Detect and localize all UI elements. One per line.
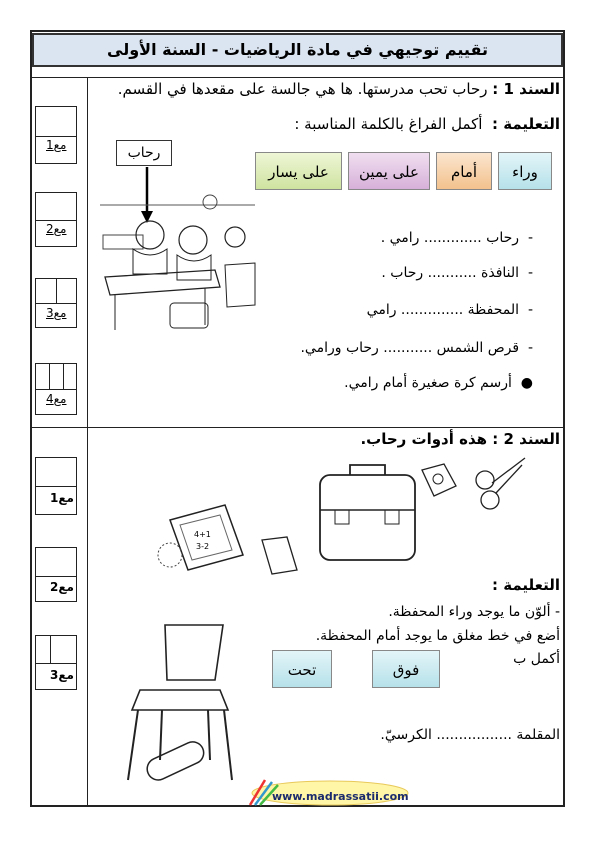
rami-body	[177, 255, 211, 280]
word-choice: فوق	[372, 650, 440, 688]
word-choice: وراء	[498, 152, 552, 190]
draw-task: ● أرسم كرة صغيرة أمام رامي.	[344, 375, 533, 391]
sentence-1: - رحاب ............. رامي .	[380, 230, 533, 246]
svg-text:3-2: 3-2	[196, 542, 210, 551]
instruction2-label: التعليمة :	[492, 576, 560, 594]
divider	[35, 389, 77, 390]
classroom-illustration	[95, 165, 260, 335]
word-choice: على يمين	[348, 152, 430, 190]
criterion-label: مع3	[50, 668, 74, 682]
child-head	[225, 227, 245, 247]
rami-head	[179, 226, 207, 254]
criterion-label: مع2	[46, 222, 67, 236]
tools-illustration	[150, 455, 530, 595]
sanad1-label: السند 1 :	[492, 80, 560, 98]
chair-seat	[132, 690, 228, 710]
desk	[105, 270, 220, 295]
plant-pots	[103, 235, 143, 249]
chair-leg	[208, 710, 210, 760]
sanad2-text: هذه أدوات رحاب.	[360, 430, 488, 448]
sponge-icon	[158, 543, 182, 567]
sentence-4: - قرص الشمس ........... رحاب ورامي.	[300, 340, 533, 356]
sun-drawing	[203, 195, 217, 209]
footer-website[interactable]: www.madrassatii.com	[272, 790, 409, 803]
divider	[35, 303, 77, 304]
divider	[35, 136, 77, 137]
criterion-label: مع4	[46, 392, 67, 406]
svg-text:4+1: 4+1	[194, 530, 211, 539]
sanad2-label: السند 2 :	[492, 430, 560, 448]
divider	[32, 77, 563, 78]
sanad2-line	[360, 430, 560, 448]
word-choice: على يسار	[255, 152, 342, 190]
eraser-icon	[262, 537, 297, 574]
chair-leg	[160, 710, 162, 760]
page-frame	[30, 30, 565, 807]
instruction1-label: التعليمة :	[492, 115, 560, 133]
instruction1-text: أكمل الفراغ بالكلمة المناسبة :	[294, 115, 483, 133]
task-2: أضع في خط مغلق ما يوجد أمام المحفظة.	[315, 628, 560, 644]
chair-leg	[128, 710, 138, 780]
divider	[35, 220, 77, 221]
criterion-label: مع2	[50, 580, 74, 594]
back-desk	[225, 263, 255, 307]
pencil-case-icon	[144, 738, 208, 783]
task-3: أكمل ب	[513, 651, 560, 667]
sentence-3: - المحفظة .............. رامي	[366, 302, 533, 318]
sanad1-line	[118, 80, 560, 98]
sentence-2: - النافذة ........... رحاب .	[381, 265, 533, 281]
divider	[35, 576, 77, 577]
schoolbag	[170, 303, 208, 328]
divider	[32, 427, 563, 428]
chair-back	[165, 625, 223, 680]
chair-leg	[224, 710, 232, 780]
schoolbag-icon	[320, 465, 415, 560]
divider	[56, 278, 57, 303]
criterion-label: مع3	[46, 306, 67, 320]
word-choice: أمام	[436, 152, 492, 190]
chair-illustration	[120, 620, 240, 790]
divider	[35, 663, 77, 664]
sanad1-text: رحاب تحب مدرستها. ها هي جالسة على مقعدها في القسم.	[117, 80, 488, 98]
sharpener-icon	[422, 464, 456, 496]
divider	[50, 635, 51, 663]
name-sign: رحاب	[116, 140, 172, 166]
divider	[35, 486, 77, 487]
task-1: - ألوّن ما يوجد وراء المحفظة.	[388, 604, 560, 620]
divider	[87, 77, 88, 805]
divider	[49, 363, 50, 389]
page-title: تقييم توجيهي في مادة الرياضيات - السنة الأولى	[32, 33, 563, 67]
instruction1-line	[294, 115, 560, 133]
divider	[63, 363, 64, 389]
sentence-2-1: المقلمة ................. الكرسيّ.	[380, 727, 560, 743]
criterion-box-1[interactable]	[35, 106, 77, 164]
word-choice: تحت	[272, 650, 332, 688]
rehab-body	[133, 249, 167, 274]
scissors-icon	[476, 458, 525, 509]
criterion-label: مع1	[46, 138, 67, 152]
criterion-label: مع1	[50, 491, 74, 505]
